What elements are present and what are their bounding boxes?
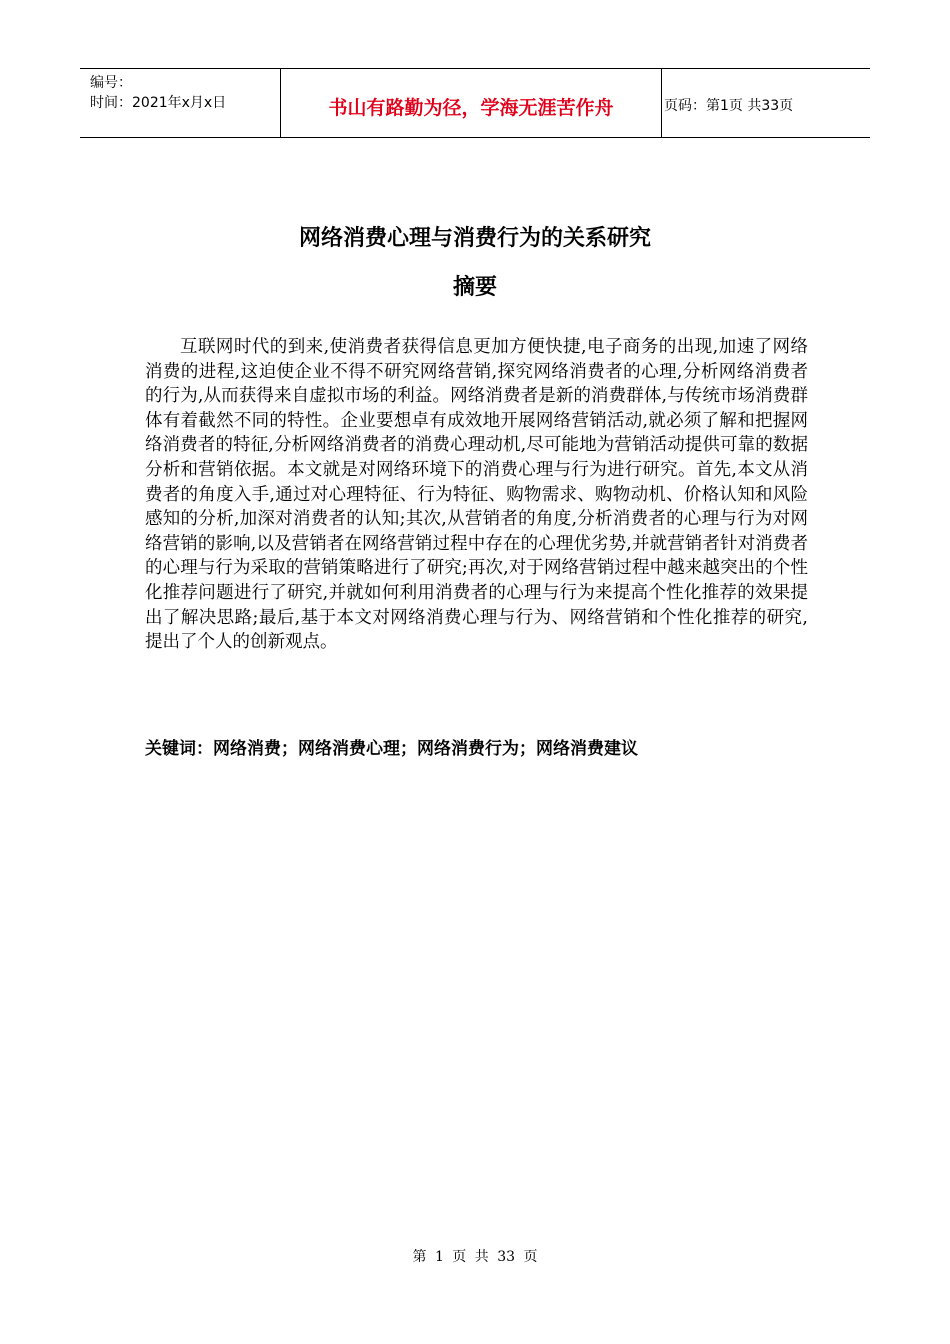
header-page-info: 页码：第1页 共33页 bbox=[664, 98, 794, 114]
header-motto: 书山有路勤为径，学海无涯苦作舟 bbox=[328, 97, 614, 119]
page-footer: 第 1 页 共 33 页 bbox=[412, 1249, 538, 1265]
keywords-line: 关键词：网络消费；网络消费心理；网络消费行为；网络消费建议 bbox=[145, 739, 638, 759]
abstract-heading: 摘要 bbox=[452, 275, 497, 300]
header-page-cell bbox=[662, 69, 870, 137]
document-title: 网络消费心理与消费行为的关系研究 bbox=[298, 226, 651, 251]
header-motto-cell bbox=[281, 69, 662, 137]
document-number-label: 编号： bbox=[90, 75, 132, 91]
header-info-cell bbox=[80, 69, 281, 137]
page-header bbox=[80, 68, 870, 138]
abstract-body: 互联网时代的到来,使消费者获得信息更加方便快捷,电子商务的出现,加速了网络消费的进程,这迫使企业不得不研究网络营销,探究网络消费者的心理,分析网络消费者的行为,从而获得来自虚拟市场的利益。网络消费者是新的消费群体,与传统市场消费群体有着截然不同的特性。企业要想卓有成效地开展网络营销活动,就必须了解和把握网络消费者的特征,分析网络消费者的消费心理动机,尽可能地为营销活动提供可靠的数据分析和营销依据。本文就是对网络环境下的消费心理与行为进行研究。首先,本文从消费者的角度入手,通过对心理特征、行为特征、购物需求、购物动机、价格认知和风险感知的分析,加深对消费者的认知;其次,从营销者的角度,分析消费者的心理与行为对网络营销的影响,以及营销者在网络营销过程中存在的心理优劣势,并就营销者针对消费者的心理与行为采取的营销策略进行了研究;再次,对于网络营销过程中越来越突出的个性化推荐问题进行了研究,并就如何利用消费者的心理与行为来提高个性化推荐的效果提出了解决思路;最后,基于本文对网络消费心理与行为、网络营销和个性化推荐的研究,提出了个人的创新观点。 bbox=[145, 337, 808, 653]
document-date-label: 时间：2021年x月x日 bbox=[90, 95, 227, 111]
